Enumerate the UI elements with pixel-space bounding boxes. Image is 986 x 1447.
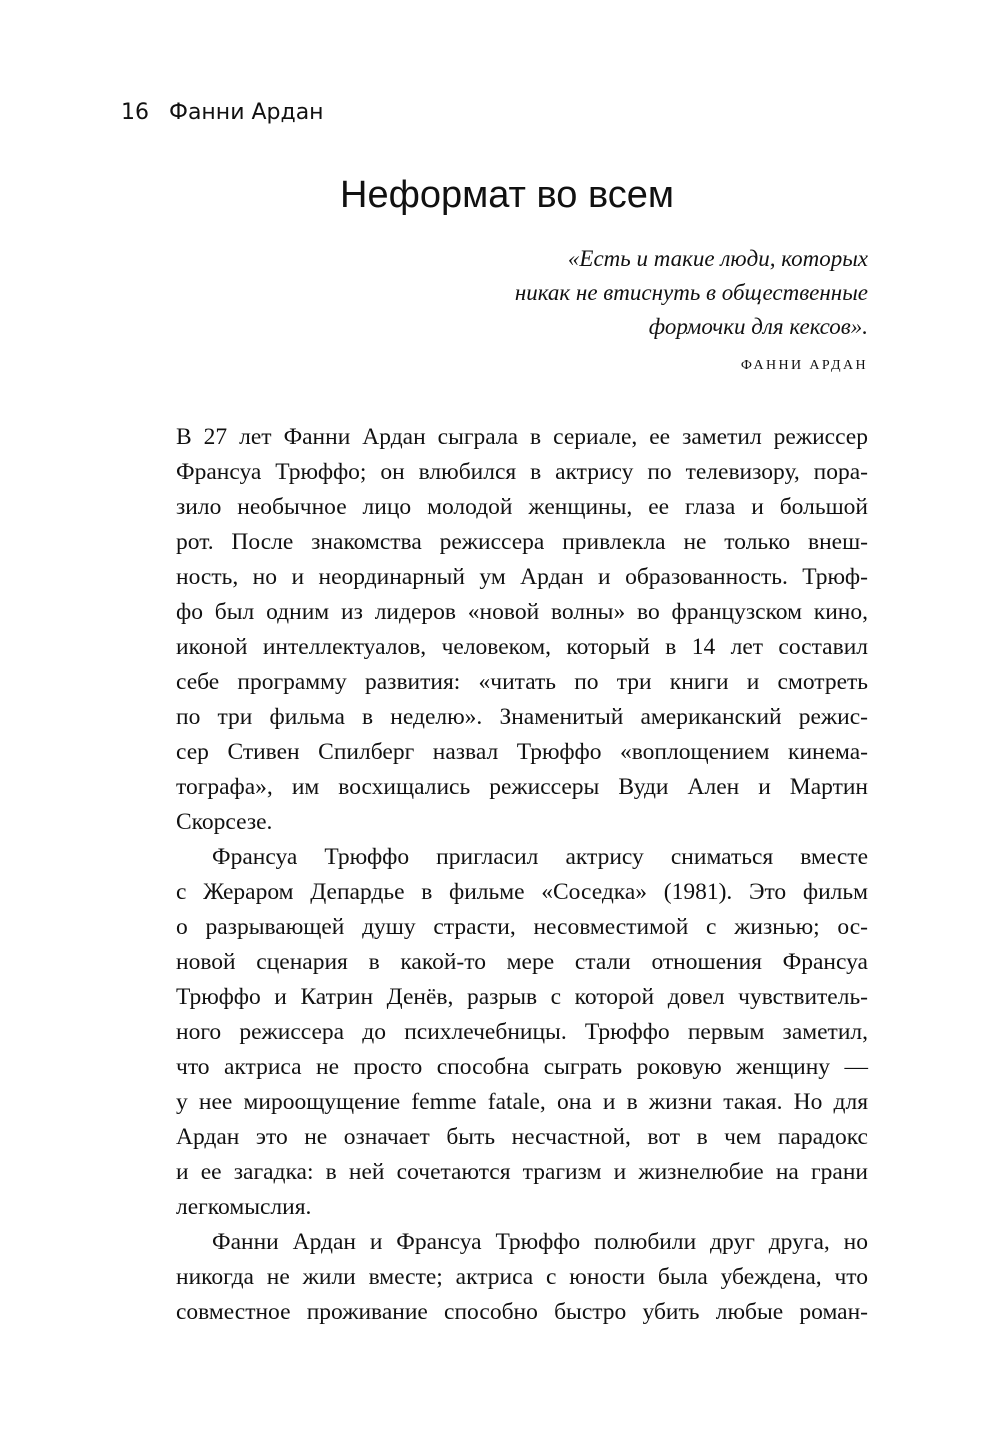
text-line: себе программу развития: «читать по три книги и смотреть	[176, 669, 868, 695]
text-line: Скорсезе.	[176, 809, 273, 835]
text-line: легкомыслия.	[176, 1194, 312, 1220]
text-line: сер Стивен Спилберг назвал Трюффо «воплощением кинема-	[176, 739, 868, 765]
text-line: фо был одним из лидеров «новой волны» во французском кино,	[176, 599, 868, 625]
text-line: совместное проживание способно быстро убить любые роман-	[176, 1299, 868, 1325]
epigraph-quote	[440, 242, 868, 344]
text-line: и ее загадка: в ней сочетаются трагизм и жизнелюбие на грани	[176, 1159, 868, 1185]
text-line: ность, но и неординарный ум Ардан и образованность. Трюф-	[176, 564, 868, 590]
paragraph-1	[176, 420, 868, 840]
text-line: Трюффо и Катрин Денёв, разрыв с которой довел чувствитель-	[176, 984, 868, 1010]
chapter-title: Неформат во всем	[340, 174, 674, 216]
epigraph-line: «Есть и такие люди, которых	[567, 246, 868, 271]
text-line: о разрывающей душу страсти, несовместимой с жизнью; ос-	[176, 914, 868, 940]
paragraph-3	[176, 1225, 868, 1330]
text-line: новой сценария в какой-то мере стали отношения Франсуа	[176, 949, 868, 975]
text-line: рот. После знакомства режиссера привлекла не только внеш-	[176, 529, 868, 555]
paragraph-2	[176, 840, 868, 1225]
text-line: Франсуа Трюффо пригласил актрису сниматься вместе	[212, 844, 868, 870]
epigraph-line: никак не втиснуть в общественные	[514, 280, 868, 305]
text-line: с Жераром Депардье в фильме «Соседка» (1981). Это фильм	[176, 879, 868, 905]
epigraph-line: формочки для кексов».	[648, 314, 868, 339]
text-line: у нее мироощущение femme fatale, она и в жизни такая. Но для	[176, 1089, 868, 1115]
page-number: 16	[121, 100, 149, 125]
text-line: ного режиссера до психлечебницы. Трюффо первым заметил,	[176, 1019, 868, 1045]
text-line: зило необычное лицо молодой женщины, ее глаза и большой	[176, 494, 868, 520]
running-title: Фанни Ардан	[169, 100, 324, 125]
text-line: Франсуа Трюффо; он влюбился в актрису по телевизору, пора-	[176, 459, 868, 485]
text-line: по три фильма в неделю». Знаменитый американский режис-	[176, 704, 868, 730]
text-line: что актриса не просто способна сыграть роковую женщину —	[176, 1054, 868, 1080]
epigraph-author: ФАННИ АРДАН	[740, 358, 868, 373]
text-line: Фанни Ардан и Франсуа Трюффо полюбили друг друга, но	[212, 1229, 868, 1255]
text-line: В 27 лет Фанни Ардан сыграла в сериале, ее заметил режиссер	[176, 424, 868, 450]
text-line: Ардан это не означает быть несчастной, вот в чем парадокс	[176, 1124, 868, 1150]
running-header	[121, 98, 324, 128]
text-line: никогда не жили вместе; актриса с юности была убеждена, что	[176, 1264, 868, 1290]
text-line: тографа», им восхищались режиссеры Вуди Ален и Мартин	[176, 774, 868, 800]
body-text	[176, 420, 868, 1330]
text-line: иконой интеллектуалов, человеком, который в 14 лет составил	[176, 634, 868, 660]
